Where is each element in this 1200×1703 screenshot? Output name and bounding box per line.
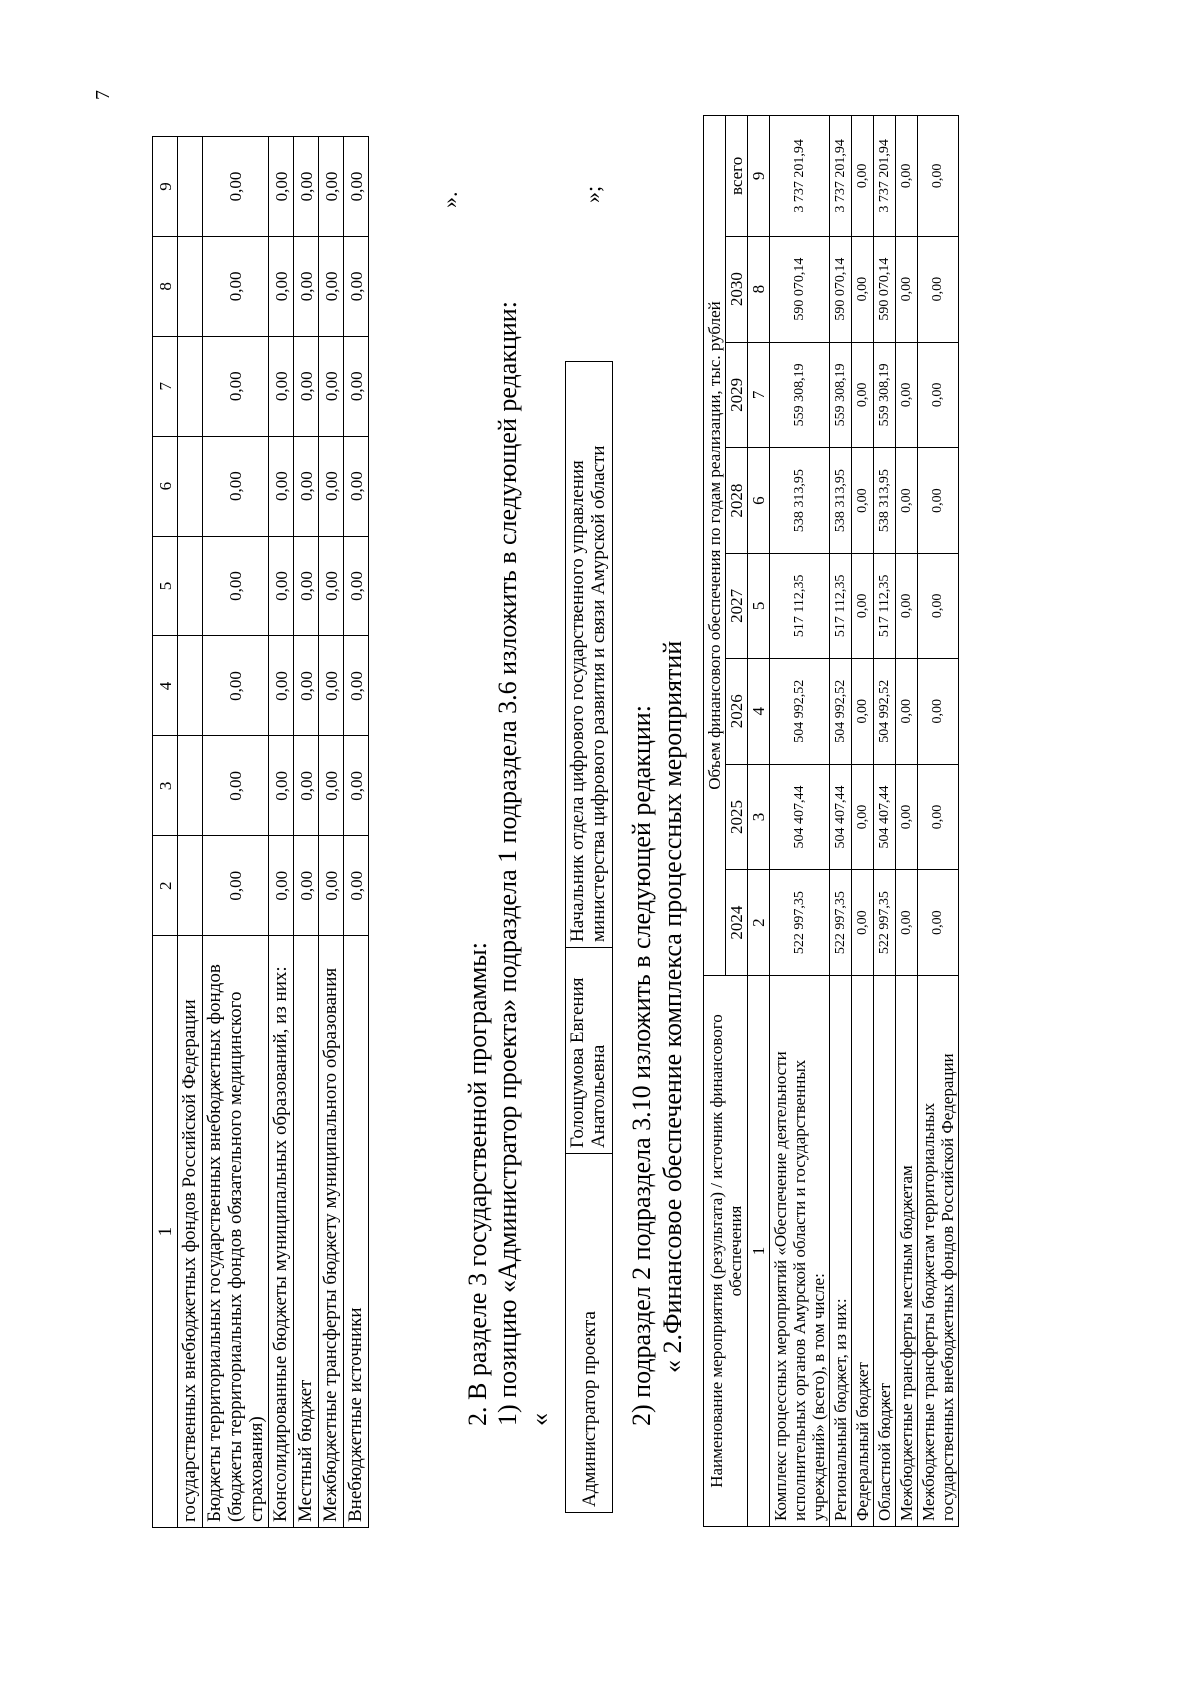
value-cell: 3 737 201,94 [874,116,896,237]
value-cell: 0,00 [294,536,319,636]
value-cell: 0,00 [918,448,959,554]
table-row [269,137,294,1528]
table-header-row [153,137,178,1528]
value-cell: 0,00 [918,553,959,658]
value-cell: 0,00 [294,636,319,736]
value-cell: 0,00 [852,116,874,237]
value-cell [178,636,203,736]
column-number: 2 [748,870,770,976]
value-cell: 0,00 [203,336,269,436]
value-cell: 0,00 [294,236,319,336]
column-number: 2 [153,836,178,936]
table-row [319,137,344,1528]
column-number: 1 [748,976,770,1527]
value-cell: 0,00 [203,836,269,936]
value-cell: 0,00 [852,236,874,342]
column-number: 7 [153,336,178,436]
column-number: 5 [748,553,770,658]
value-cell: 0,00 [896,870,918,976]
value-cell: 0,00 [319,736,344,836]
column-number: 6 [153,436,178,536]
row-label: Межбюджетные трансферты бюджету муниципального образования [319,936,344,1528]
column-number: 5 [153,536,178,636]
value-cell: 0,00 [319,536,344,636]
value-cell: 0,00 [344,236,369,336]
value-cell: 0,00 [294,137,319,237]
value-cell: 0,00 [918,342,959,448]
column-number: 8 [153,236,178,336]
year-header: 2024 [726,870,748,976]
value-cell: 0,00 [344,736,369,836]
column-number: 9 [153,137,178,237]
value-cell: 590 070,14 [770,236,830,342]
role-cell: Администратор проекта [566,1154,613,1513]
value-cell: 0,00 [319,436,344,536]
value-cell: 538 313,95 [770,448,830,554]
value-cell: 0,00 [896,116,918,237]
value-cell: 0,00 [269,436,294,536]
value-cell: 522 997,35 [830,870,852,976]
year-header: 2030 [726,236,748,342]
value-cell [178,137,203,237]
value-cell: 504 992,52 [830,658,852,764]
value-cell: 559 308,19 [830,342,852,448]
value-cell: 0,00 [852,448,874,554]
row-label: Межбюджетные трансферты бюджетам территориальных государственных внебюджетных фондов Российской Федерации [918,976,959,1527]
value-cell: 517 112,35 [770,553,830,658]
row-label: Региональный бюджет, из них: [830,976,852,1527]
value-cell: 0,00 [294,736,319,836]
position-cell: Начальник отдела цифрового государственного управления министерства цифрового развития и связи Амурской области [566,362,613,948]
value-cell: 0,00 [294,436,319,536]
column-number: 9 [748,116,770,237]
table-column-numbers-row [748,116,770,1527]
value-cell: 0,00 [918,116,959,237]
column-number: 6 [748,448,770,554]
value-cell: 504 992,52 [770,658,830,764]
table-row [830,116,852,1527]
row-label: Местный бюджет [294,936,319,1528]
value-cell: 0,00 [203,436,269,536]
value-cell: 0,00 [344,137,369,237]
row-label: Федеральный бюджет [852,976,874,1527]
head-name-cell: Наименование мероприятия (результата) / источник финансового обеспечения [704,976,748,1527]
project-administrator-table [565,361,613,1513]
row-label: Внебюджетные источники [344,936,369,1528]
value-cell: 0,00 [344,636,369,736]
value-cell: 0,00 [269,836,294,936]
value-cell: 504 407,44 [770,764,830,870]
column-number: 3 [153,736,178,836]
opening-quote-mark: « [525,1413,554,1426]
page-number: 7 [92,90,114,100]
funding-sources-table-continued [152,136,369,1528]
value-cell: 0,00 [294,836,319,936]
value-cell: 0,00 [319,137,344,237]
value-cell: 0,00 [319,636,344,736]
value-cell: 538 313,95 [830,448,852,554]
value-cell: 0,00 [344,436,369,536]
value-cell: 504 407,44 [874,764,896,870]
head-volume-cell: Объем финансового обеспечения по годам реализации, тыс. рублей [704,116,726,976]
value-cell: 0,00 [203,636,269,736]
value-cell: 0,00 [852,870,874,976]
table-row [344,137,369,1528]
value-cell: 0,00 [896,448,918,554]
value-cell: 0,00 [319,836,344,936]
value-cell: 0,00 [918,658,959,764]
table-row [852,116,874,1527]
value-cell: 0,00 [203,137,269,237]
year-header: всего [726,116,748,237]
table-row [874,116,896,1527]
value-cell [178,536,203,636]
value-cell: 522 997,35 [874,870,896,976]
value-cell: 0,00 [269,336,294,436]
item-2-text: 2) подраздел 2 подраздела 3.10 изложить в следующей редакции: [627,705,656,1426]
value-cell: 0,00 [896,658,918,764]
value-cell: 504 407,44 [830,764,852,870]
section-2-intro: 2. В разделе 3 государственной программы: [463,942,492,1426]
value-cell: 0,00 [344,536,369,636]
table-row [203,137,269,1528]
value-cell: 0,00 [269,536,294,636]
value-cell [178,736,203,836]
value-cell: 0,00 [294,336,319,436]
year-header: 2028 [726,448,748,554]
value-cell: 0,00 [269,636,294,736]
value-cell: 559 308,19 [874,342,896,448]
value-cell: 590 070,14 [830,236,852,342]
table-header-row [704,116,726,1527]
column-number: 1 [153,936,178,1528]
value-cell [178,436,203,536]
table-row [294,137,319,1528]
value-cell: 517 112,35 [874,553,896,658]
value-cell: 0,00 [269,236,294,336]
year-header: 2029 [726,342,748,448]
value-cell: 0,00 [896,342,918,448]
value-cell: 0,00 [269,736,294,836]
item-1-text: 1) позицию «Администратор проекта» подраздела 1 подраздела 3.6 изложить в следующей редакции: [493,301,522,1426]
row-label: Консолидированные бюджеты муниципальных образований, из них: [269,936,294,1528]
financing-table [703,115,959,1527]
value-cell: 517 112,35 [830,553,852,658]
value-cell: 0,00 [319,336,344,436]
value-cell: 0,00 [344,336,369,436]
value-cell: 0,00 [896,764,918,870]
person-cell: Голощумова Евгения Анатольевна [566,948,613,1154]
column-number: 8 [748,236,770,342]
row-label: Межбюджетные трансферты местным бюджетам [896,976,918,1527]
value-cell: 0,00 [269,137,294,237]
table-row [178,137,203,1528]
value-cell: 0,00 [203,236,269,336]
value-cell: 0,00 [344,836,369,936]
value-cell: 0,00 [896,236,918,342]
value-cell: 0,00 [918,870,959,976]
subsection-title: « 2.Финансовое обеспечение комплекса процессных мероприятий [658,640,687,1373]
column-number: 4 [153,636,178,736]
table-row [918,116,959,1527]
column-number: 3 [748,764,770,870]
value-cell: 0,00 [203,536,269,636]
value-cell: 0,00 [852,342,874,448]
value-cell: 0,00 [852,553,874,658]
value-cell: 0,00 [203,736,269,836]
value-cell: 0,00 [918,764,959,870]
table-row [770,116,830,1527]
value-cell: 0,00 [852,658,874,764]
row-label: Областной бюджет [874,976,896,1527]
table-row [566,362,613,1513]
row-label: государственных внебюджетных фондов Российской Федерации [178,936,203,1528]
value-cell: 538 313,95 [874,448,896,554]
value-cell: 0,00 [852,764,874,870]
value-cell: 0,00 [896,553,918,658]
row-label: Комплекс процессных мероприятий «Обеспечение деятельности исполнительных органов Амурской области и государственных учреждений» (всего), в том числе: [770,976,830,1527]
value-cell: 3 737 201,94 [830,116,852,237]
closing-quote-mark: ». [437,191,462,208]
value-cell: 3 737 201,94 [770,116,830,237]
value-cell [178,836,203,936]
column-number: 7 [748,342,770,448]
year-header: 2025 [726,764,748,870]
closing-quote-mark: »; [580,185,605,203]
year-header: 2027 [726,553,748,658]
value-cell [178,336,203,436]
column-number: 4 [748,658,770,764]
value-cell: 590 070,14 [874,236,896,342]
value-cell [178,236,203,336]
value-cell: 0,00 [918,236,959,342]
value-cell: 0,00 [319,236,344,336]
year-header: 2026 [726,658,748,764]
value-cell: 559 308,19 [770,342,830,448]
value-cell: 504 992,52 [874,658,896,764]
row-label: Бюджеты территориальных государственных внебюджетных фондов (бюджеты территориальных фондов обязательного медицинского страхования) [203,936,269,1528]
table-row [896,116,918,1527]
value-cell: 522 997,35 [770,870,830,976]
